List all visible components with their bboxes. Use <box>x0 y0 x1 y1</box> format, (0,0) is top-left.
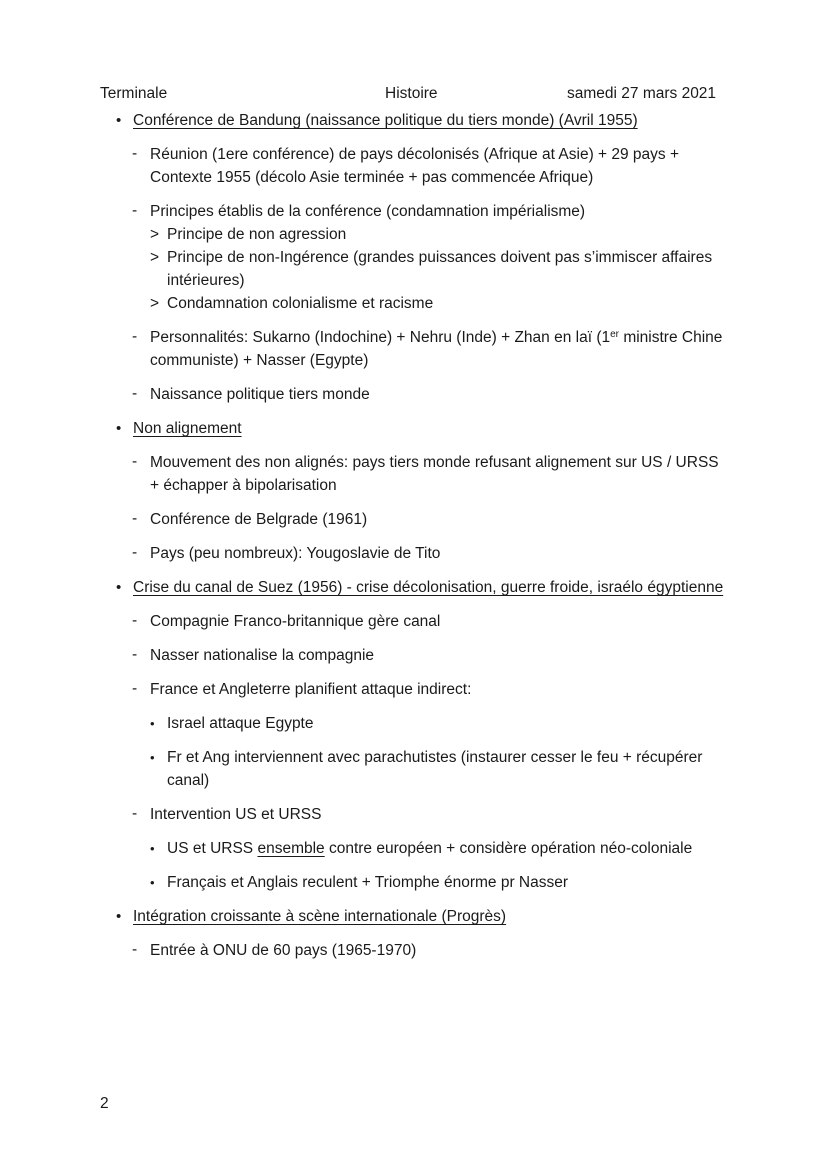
header-subject-level: Terminale <box>100 85 168 102</box>
text-part: Personnalités: Sukarno (Indochine) + Nehru (Inde) + Zhan en laï (1 <box>150 329 611 346</box>
section-heading <box>0 109 828 132</box>
list-item <box>0 542 828 565</box>
bullet-item <box>0 712 828 735</box>
list-item-text: Mouvement des non alignés: pays tiers monde refusant alignement sur US / URSS + échapper à bipolarisation <box>150 454 719 494</box>
dash-marker: - <box>132 145 138 162</box>
sub-item <box>150 292 728 315</box>
list-item <box>0 508 828 531</box>
bullet-marker: • <box>116 908 122 925</box>
underlined-word: ensemble <box>257 840 325 857</box>
sub-item-text: Principe de non agression <box>167 226 347 243</box>
text-part: contre européen + considère opération néo-coloniale <box>324 840 693 857</box>
bullet-item-text: Français et Anglais reculent + Triomphe énorme pr Nasser <box>167 874 569 891</box>
list-item-text: Réunion (1ere conférence) de pays décolonisés (Afrique at Asie) + 29 pays + Contexte 1955 (décolo Asie terminée + pas commencée Afrique) <box>150 146 680 186</box>
bullet-marker: • <box>116 112 122 129</box>
list-item-text: Nasser nationalise la compagnie <box>150 647 375 664</box>
bullet-item-text <box>167 840 692 857</box>
dash-marker: - <box>132 680 138 697</box>
sub-item <box>150 246 728 292</box>
superscript: er <box>610 329 620 340</box>
section-title: Intégration croissante à scène internationale (Progrès) <box>133 908 507 925</box>
list-item-text: Principes établis de la conférence (condamnation impérialisme) <box>150 203 586 220</box>
section-heading <box>0 576 828 599</box>
text-part: US et URSS <box>167 840 258 857</box>
bullet-item <box>0 871 828 894</box>
sub-item-text: Condamnation colonialisme et racisme <box>167 295 434 312</box>
list-item <box>0 610 828 633</box>
list-item-text: France et Angleterre planifient attaque indirect: <box>150 681 472 698</box>
dash-marker: - <box>132 544 138 561</box>
list-item <box>0 939 828 962</box>
section-title: Conférence de Bandung (naissance politique du tiers monde) (Avril 1955) <box>133 112 638 129</box>
bullet-item <box>0 837 828 860</box>
list-item <box>0 200 828 315</box>
sub-item-text: Principe de non-Ingérence (grandes puissances doivent pas s’immiscer affaires intérieures) <box>167 249 713 289</box>
header-date: samedi 27 mars 2021 <box>567 85 717 102</box>
small-bullet-marker: • <box>150 716 155 731</box>
list-item <box>0 803 828 826</box>
arrow-marker: > <box>150 226 160 243</box>
page-number: 2 <box>100 1095 109 1112</box>
bullet-item-text: Fr et Ang interviennent avec parachutistes (instaurer cesser le feu + récupérer canal) <box>167 749 703 789</box>
small-bullet-marker: • <box>150 875 155 890</box>
dash-marker: - <box>132 646 138 663</box>
list-item-text: Intervention US et URSS <box>150 806 322 823</box>
dash-marker: - <box>132 612 138 629</box>
section-title: Crise du canal de Suez (1956) - crise décolonisation, guerre froide, israélo égyptienne <box>133 579 724 596</box>
list-item-text: Entrée à ONU de 60 pays (1965-1970) <box>150 942 417 959</box>
small-bullet-marker: • <box>150 841 155 856</box>
dash-marker: - <box>132 328 138 345</box>
small-bullet-marker: • <box>150 750 155 765</box>
bullet-item <box>0 746 828 792</box>
dash-marker: - <box>132 805 138 822</box>
list-item <box>0 451 828 497</box>
bullet-marker: • <box>116 420 122 437</box>
header-subject: Histoire <box>385 85 438 102</box>
list-item-text <box>150 329 722 369</box>
list-item-text: Naissance politique tiers monde <box>150 386 370 403</box>
dash-marker: - <box>132 453 138 470</box>
section-heading <box>0 417 828 440</box>
list-item <box>0 644 828 667</box>
list-item-text: Compagnie Franco-britannique gère canal <box>150 613 441 630</box>
bullet-marker: • <box>116 579 122 596</box>
list-item <box>0 383 828 406</box>
arrow-marker: > <box>150 295 160 312</box>
dash-marker: - <box>132 385 138 402</box>
list-item <box>0 678 828 701</box>
dash-marker: - <box>132 202 138 219</box>
dash-marker: - <box>132 510 138 527</box>
document-body <box>0 109 828 962</box>
list-item <box>0 326 828 372</box>
list-item <box>0 143 828 189</box>
sub-item <box>150 223 728 246</box>
arrow-marker: > <box>150 249 160 266</box>
dash-marker: - <box>132 941 138 958</box>
text-part: ministre Chine communiste) + Nasser (Egypte) <box>150 329 723 369</box>
list-item-text: Conférence de Belgrade (1961) <box>150 511 368 528</box>
section-title: Non alignement <box>133 420 242 437</box>
section-heading <box>0 905 828 928</box>
list-item-text: Pays (peu nombreux): Yougoslavie de Tito <box>150 545 441 562</box>
bullet-item-text: Israel attaque Egypte <box>167 715 314 732</box>
